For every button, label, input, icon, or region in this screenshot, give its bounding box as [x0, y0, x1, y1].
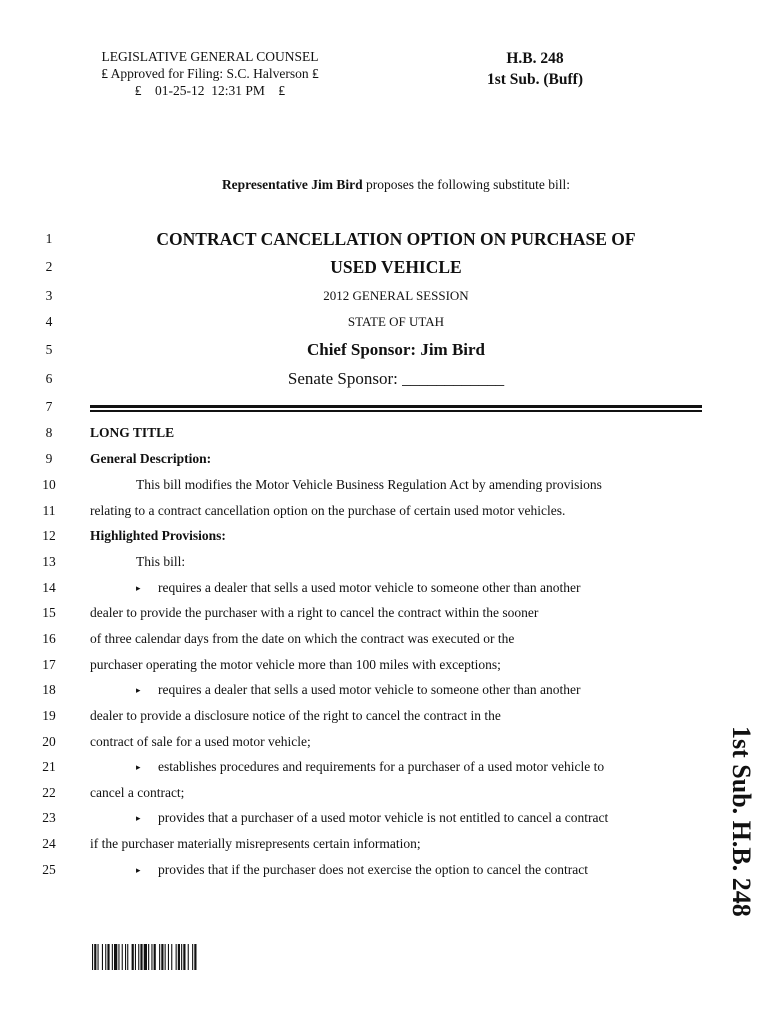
- session-label: 2012 GENERAL SESSION: [323, 288, 469, 303]
- approval-line: ₤ Approved for Filing: S.C. Halverson ₤: [101, 66, 319, 81]
- body-line: This bill modifies the Motor Vehicle Business Regulation Act by amending provisions: [136, 477, 602, 492]
- counsel-title: LEGISLATIVE GENERAL COUNSEL: [101, 49, 319, 64]
- body-line: if the purchaser materially misrepresents certain information;: [90, 836, 421, 851]
- line-number: 16: [42, 631, 56, 646]
- bullet-icon: ▸: [136, 762, 141, 772]
- title-divider-thick: [90, 405, 702, 408]
- line-number: 8: [45, 425, 53, 440]
- proposal-sponsor: Representative Jim Bird: [221, 177, 363, 192]
- provision-text: requires a dealer that sells a used motor vehicle to someone other than another: [158, 682, 581, 697]
- line-number: 1: [45, 231, 53, 246]
- approval-timestamp: ₤ 01-25-12 12:31 PM ₤: [134, 83, 286, 98]
- line-number: 11: [42, 503, 56, 518]
- line-number: 17: [42, 657, 56, 672]
- provision-text: establishes procedures and requirements for a purchaser of a used motor vehicle to: [158, 759, 605, 774]
- line-number: 5: [45, 342, 53, 357]
- body-line: dealer to provide the purchaser with a right to cancel the contract within the sooner: [90, 605, 539, 620]
- bullet-icon: ▸: [136, 865, 141, 875]
- proposal-line: [0, 177, 770, 193]
- line-number: 4: [45, 314, 53, 329]
- long-title-heading: LONG TITLE: [90, 425, 175, 440]
- bill-number: H.B. 248: [506, 50, 564, 67]
- line-number: 18: [42, 682, 56, 697]
- provision-text: provides that if the purchaser does not exercise the option to cancel the contract: [158, 862, 588, 877]
- body-line: This bill:: [136, 554, 186, 569]
- line-number: 20: [42, 734, 56, 749]
- body-line: of three calendar days from the date on which the contract was executed or the: [90, 631, 515, 646]
- counsel-block: [60, 48, 360, 99]
- line-number: 24: [42, 836, 56, 851]
- line-number: 6: [45, 371, 53, 386]
- line-number: 7: [45, 399, 53, 414]
- bill-id-block: [455, 48, 615, 90]
- provision-text: requires a dealer that sells a used motor vehicle to someone other than another: [158, 580, 581, 595]
- body-line: contract of sale for a used motor vehicle;: [90, 734, 311, 749]
- line-number: 25: [42, 862, 56, 877]
- line-number: 15: [42, 605, 56, 620]
- barcode-image: [92, 944, 284, 970]
- proposal-text: proposes the following substitute bill:: [362, 177, 571, 192]
- body-line: dealer to provide a disclosure notice of the right to cancel the contract in the: [90, 708, 501, 723]
- line-number: 3: [45, 288, 53, 303]
- general-description-heading: General Description:: [90, 451, 212, 466]
- substitute-label: 1st Sub. (Buff): [486, 71, 584, 88]
- body-line: purchaser operating the motor vehicle more than 100 miles with exceptions;: [90, 657, 501, 672]
- bill-title-line2: USED VEHICLE: [330, 257, 462, 277]
- line-number: 22: [42, 785, 56, 800]
- bullet-icon: ▸: [136, 583, 141, 593]
- line-number: 12: [42, 528, 56, 543]
- senate-sponsor: Senate Sponsor: ____________: [287, 369, 505, 388]
- bullet-icon: ▸: [136, 813, 141, 823]
- line-number: 23: [42, 810, 56, 825]
- chief-sponsor: Chief Sponsor: Jim Bird: [306, 340, 486, 359]
- highlighted-provisions-heading: Highlighted Provisions:: [90, 528, 226, 543]
- line-number: 9: [45, 451, 53, 466]
- line-number: 14: [42, 580, 56, 595]
- body-line: cancel a contract;: [90, 785, 185, 800]
- bill-title-line1: CONTRACT CANCELLATION OPTION ON PURCHASE OF: [156, 229, 636, 249]
- line-number: 13: [42, 554, 56, 569]
- line-number: 2: [45, 259, 53, 274]
- bullet-icon: ▸: [136, 685, 141, 695]
- body-line: relating to a contract cancellation option on the purchase of certain used motor vehicles.: [90, 503, 566, 518]
- side-label: [727, 726, 756, 926]
- title-divider-thin: [90, 410, 702, 412]
- state-label: STATE OF UTAH: [347, 314, 445, 329]
- line-number: 21: [42, 759, 56, 774]
- provision-text: provides that a purchaser of a used motor vehicle is not entitled to cancel a contract: [158, 810, 609, 825]
- line-number: 19: [42, 708, 56, 723]
- line-number: 10: [42, 477, 56, 492]
- side-label-text: 1st Sub. H.B. 248: [727, 726, 756, 917]
